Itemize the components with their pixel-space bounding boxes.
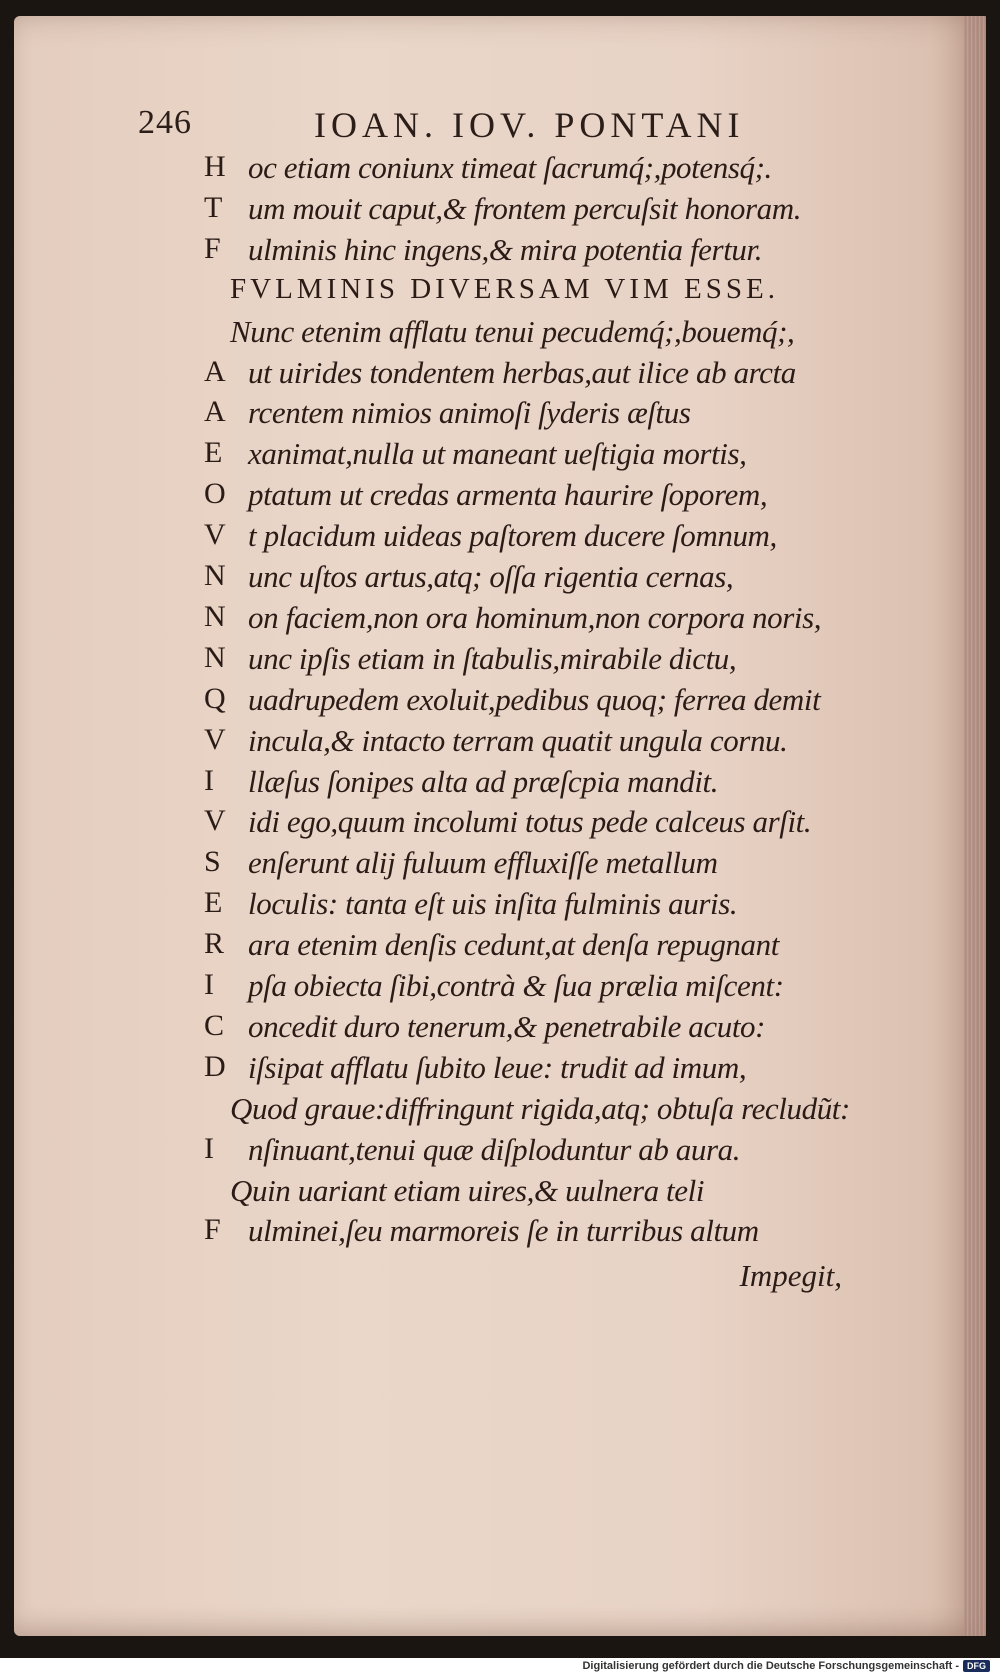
verse-line xyxy=(0,1009,1000,1052)
verse-text: Quod graue:diffringunt rigida,atq; obtuſa recludũt: xyxy=(230,1090,850,1126)
verse-line xyxy=(0,436,1000,479)
verse-text: enſerunt alij fuluum effluxiſſe metallum xyxy=(248,845,718,881)
verse-line xyxy=(0,886,1000,929)
verse-text: on faciem,non ora hominum,non corpora noris, xyxy=(248,599,822,635)
catchword: Impegit, xyxy=(739,1258,842,1294)
verse-text: um mouit caput,& frontem percuſsit honoram. xyxy=(248,190,802,226)
verse-initial: T xyxy=(204,190,223,224)
verse-line xyxy=(0,641,1000,684)
verse-text: oc etiam coniunx timeat ſacrumq́;,potensq́;. xyxy=(248,150,772,185)
verse-initial: A xyxy=(204,354,226,388)
verse-initial: Q xyxy=(204,681,226,715)
verse-initial: F xyxy=(204,231,221,265)
verse-text: Nunc etenim afflatu tenui pecudemq́;,bouemq́;, xyxy=(230,313,795,349)
digitization-credit xyxy=(582,1656,990,1676)
verse-text: uadrupedem exoluit,pedibus quoq; ferrea demit xyxy=(248,681,821,717)
verse-initial: I xyxy=(204,763,214,797)
verse-line xyxy=(0,150,1000,193)
verse-text: ut uirides tondentem herbas,aut ilice ab arcta xyxy=(248,354,796,390)
verse-initial: E xyxy=(204,436,223,470)
verse-initial: N xyxy=(204,559,226,592)
verse-line xyxy=(0,1173,1000,1216)
catchword-line xyxy=(0,1258,1000,1301)
verse-text: loculis: tanta eſt uis inſita fulminis auris. xyxy=(248,886,738,922)
verse-line xyxy=(0,1050,1000,1093)
verse-text: pſa obiecta ſibi,contrà & ſua prælia miſcent: xyxy=(248,968,784,1003)
verse-line xyxy=(0,395,1000,438)
verse-initial: R xyxy=(204,927,225,961)
verse-text: rcentem nimios animoſi ſyderis æſtus xyxy=(248,395,691,431)
verse-initial: A xyxy=(204,395,226,429)
verse-initial: H xyxy=(204,150,226,183)
verse-text: idi ego,quum incolumi totus pede calceus arſit. xyxy=(248,804,812,840)
section-heading-text: FVLMINIS DIVERSAM VIM ESSE. xyxy=(230,272,779,305)
verse-text: nſinuant,tenui quæ diſploduntur ab aura. xyxy=(248,1131,741,1167)
verse-initial: I xyxy=(204,1131,214,1165)
verse-line xyxy=(0,477,1000,520)
credit-text: Digitalisierung gefördert durch die Deutsche Forschungsgemeinschaft - xyxy=(582,1660,959,1672)
verse-initial: V xyxy=(204,518,226,552)
verse-text: unc uſtos artus,atq; oſſa rigentia cernas, xyxy=(248,559,734,594)
verse-line xyxy=(0,232,1000,275)
verse-initial: C xyxy=(204,1008,225,1042)
verse-initial: S xyxy=(204,845,221,879)
verse-line xyxy=(0,314,1000,357)
verse-text: llæſus ſonipes alta ad præſcpia mandit. xyxy=(248,763,719,799)
section-heading xyxy=(0,273,1000,316)
verse-text: xanimat,nulla ut maneant ueſtigia mortis, xyxy=(248,436,747,472)
verse-line xyxy=(0,518,1000,561)
verse-line xyxy=(0,1091,1000,1134)
verse-text: unc ipſis etiam in ſtabulis,mirabile dictu, xyxy=(248,640,737,676)
verse-text: ulminei,ſeu marmoreis ſe in turribus altum xyxy=(248,1213,759,1249)
verse-text: ulminis hinc ingens,& mira potentia fertur. xyxy=(248,231,763,267)
verse-line xyxy=(0,191,1000,234)
verse-text: iſsipat afflatu ſubito leue: trudit ad imum, xyxy=(248,1049,747,1085)
verse-line xyxy=(0,764,1000,807)
verse-line xyxy=(0,968,1000,1011)
verse-line xyxy=(0,559,1000,602)
verse-line xyxy=(0,1213,1000,1256)
verse-line xyxy=(0,355,1000,398)
verse-initial: E xyxy=(204,886,223,920)
running-title: IOAN. IOV. PONTANI xyxy=(314,105,745,145)
verse-initial: V xyxy=(204,804,226,838)
verse-initial: O xyxy=(204,477,226,511)
verse-line xyxy=(0,804,1000,847)
verse-text: t placidum uideas paſtorem ducere ſomnum, xyxy=(248,518,777,554)
page-header xyxy=(138,104,778,152)
verse-line xyxy=(0,682,1000,725)
verse-initial: N xyxy=(204,640,226,674)
verse-text: ara etenim denſis cedunt,at denſa repugnant xyxy=(248,927,779,963)
verse-line xyxy=(0,600,1000,643)
verse-text: ptatum ut credas armenta haurire ſoporem, xyxy=(248,477,768,513)
verse-text: oncedit duro tenerum,& penetrabile acuto: xyxy=(248,1008,766,1044)
verse-initial: D xyxy=(204,1049,226,1083)
verse-text: Quin uariant etiam uires,& uulnera teli xyxy=(230,1172,705,1208)
verse-line xyxy=(0,845,1000,888)
verse-initial: V xyxy=(204,722,226,756)
verse-line xyxy=(0,1132,1000,1175)
verse-line xyxy=(0,723,1000,766)
verse-initial: I xyxy=(204,968,214,1001)
verse-initial: F xyxy=(204,1213,221,1247)
page-number: 246 xyxy=(138,104,192,141)
verse-initial: N xyxy=(204,599,226,633)
verse-line xyxy=(0,927,1000,970)
dfg-logo: DFG xyxy=(963,1660,990,1672)
verse-text: incula,& intacto terram quatit ungula cornu. xyxy=(248,722,788,758)
